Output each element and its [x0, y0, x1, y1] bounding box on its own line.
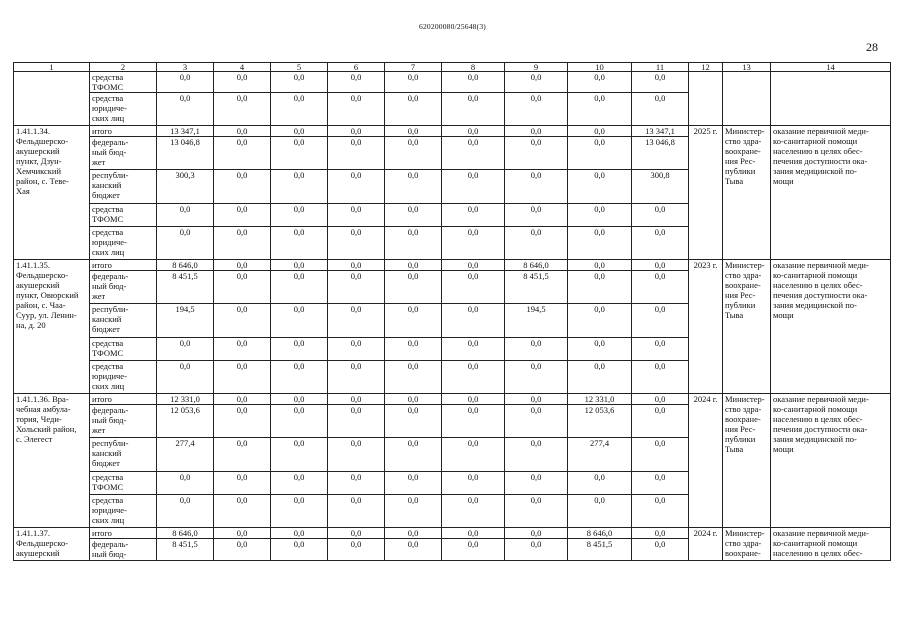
amount-cell: 0,0 [442, 137, 505, 170]
column-number: 14 [771, 63, 891, 72]
amount-cell: 0,0 [328, 227, 385, 260]
amount-cell: 0,0 [632, 361, 689, 394]
amount-cell: 0,0 [632, 227, 689, 260]
page-number: 28 [866, 40, 878, 54]
amount-cell: 0,0 [568, 472, 632, 495]
column-number: 9 [505, 63, 568, 72]
amount-cell: 0,0 [385, 405, 442, 438]
amount-cell: 0,0 [271, 338, 328, 361]
amount-cell: 0,0 [271, 361, 328, 394]
amount-cell: 8 646,0 [157, 260, 214, 271]
amount-cell: 0,0 [271, 495, 328, 528]
amount-cell: 0,0 [385, 338, 442, 361]
funding-source: федераль- ный бюд- жет [90, 137, 157, 170]
amount-cell: 0,0 [632, 304, 689, 338]
amount-cell: 0,0 [385, 438, 442, 472]
funding-source: республи- канский бюджет [90, 170, 157, 204]
amount-cell: 0,0 [328, 260, 385, 271]
amount-cell: 0,0 [271, 472, 328, 495]
amount-cell: 0,0 [157, 204, 214, 227]
amount-cell: 0,0 [271, 204, 328, 227]
amount-cell: 0,0 [632, 72, 689, 93]
amount-cell: 0,0 [214, 338, 271, 361]
amount-cell: 0,0 [568, 72, 632, 93]
executor: Министер- ство здра- воохране- ния Рес- публики Тыва [723, 126, 771, 260]
completion-year: 2025 г. [689, 126, 723, 260]
funding-source: средства ТФОМС [90, 204, 157, 227]
table-row [14, 394, 891, 405]
amount-cell: 0,0 [385, 528, 442, 539]
amount-cell: 0,0 [328, 361, 385, 394]
amount-cell: 0,0 [632, 338, 689, 361]
amount-cell: 0,0 [271, 304, 328, 338]
amount-cell: 0,0 [271, 539, 328, 561]
amount-cell: 0,0 [214, 271, 271, 304]
amount-cell: 0,0 [214, 361, 271, 394]
table-row [14, 528, 891, 539]
amount-cell: 300,3 [157, 170, 214, 204]
executor: Министер- ство здра- воохране- ния Рес- публики Тыва [723, 394, 771, 528]
amount-cell: 12 053,6 [568, 405, 632, 438]
amount-cell: 0,0 [271, 260, 328, 271]
amount-cell: 0,0 [505, 170, 568, 204]
table-row [14, 126, 891, 137]
amount-cell: 0,0 [214, 528, 271, 539]
amount-cell: 0,0 [442, 93, 505, 126]
amount-cell: 0,0 [632, 539, 689, 561]
funding-source: итого [90, 126, 157, 137]
funding-source: средства юридиче- ских лиц [90, 361, 157, 394]
executor: Министер- ство здра- воохране- [723, 528, 771, 561]
amount-cell: 0,0 [442, 528, 505, 539]
funding-source: средства ТФОМС [90, 472, 157, 495]
amount-cell: 0,0 [505, 338, 568, 361]
amount-cell: 0,0 [442, 438, 505, 472]
amount-cell: 300,8 [632, 170, 689, 204]
amount-cell: 0,0 [214, 260, 271, 271]
amount-cell: 0,0 [568, 126, 632, 137]
amount-cell: 8 451,5 [157, 271, 214, 304]
amount-cell: 0,0 [632, 495, 689, 528]
amount-cell: 0,0 [157, 472, 214, 495]
column-number: 11 [632, 63, 689, 72]
amount-cell: 8 646,0 [505, 260, 568, 271]
amount-cell: 0,0 [385, 539, 442, 561]
document-id: 620200080/25648(3) [419, 22, 486, 31]
amount-cell: 0,0 [632, 472, 689, 495]
amount-cell: 0,0 [442, 170, 505, 204]
amount-cell: 0,0 [328, 93, 385, 126]
amount-cell: 0,0 [442, 126, 505, 137]
column-number: 7 [385, 63, 442, 72]
amount-cell: 0,0 [271, 394, 328, 405]
funding-source: средства ТФОМС [90, 338, 157, 361]
column-number: 3 [157, 63, 214, 72]
amount-cell: 0,0 [214, 227, 271, 260]
amount-cell: 13 347,1 [632, 126, 689, 137]
completion-year: 2023 г. [689, 260, 723, 394]
amount-cell: 0,0 [568, 170, 632, 204]
amount-cell: 0,0 [385, 93, 442, 126]
amount-cell: 0,0 [442, 405, 505, 438]
continued-executor-cell [723, 72, 771, 126]
amount-cell: 0,0 [157, 361, 214, 394]
amount-cell: 0,0 [385, 495, 442, 528]
amount-cell: 0,0 [214, 72, 271, 93]
completion-year: 2024 г. [689, 394, 723, 528]
amount-cell: 0,0 [568, 260, 632, 271]
expected-result: оказание первичной меди- ко-санитарной помощи населению в целях обес- печения доступности ока- зания медицинской по- мощи [771, 394, 891, 528]
funding-source: средства юридиче- ских лиц [90, 227, 157, 260]
funding-source: итого [90, 528, 157, 539]
amount-cell: 0,0 [214, 204, 271, 227]
column-number: 5 [271, 63, 328, 72]
continued-result-cell [771, 72, 891, 126]
amount-cell: 0,0 [157, 93, 214, 126]
amount-cell: 12 331,0 [157, 394, 214, 405]
amount-cell: 0,0 [505, 72, 568, 93]
amount-cell: 0,0 [442, 72, 505, 93]
amount-cell: 0,0 [505, 137, 568, 170]
amount-cell: 0,0 [214, 472, 271, 495]
amount-cell: 0,0 [385, 204, 442, 227]
amount-cell: 277,4 [157, 438, 214, 472]
amount-cell: 0,0 [442, 539, 505, 561]
amount-cell: 0,0 [632, 394, 689, 405]
amount-cell: 0,0 [328, 472, 385, 495]
amount-cell: 0,0 [505, 126, 568, 137]
amount-cell: 0,0 [505, 227, 568, 260]
amount-cell: 13 347,1 [157, 126, 214, 137]
funding-source: средства ТФОМС [90, 72, 157, 93]
amount-cell: 8 451,5 [505, 271, 568, 304]
amount-cell: 0,0 [568, 495, 632, 528]
amount-cell: 0,0 [505, 93, 568, 126]
amount-cell: 0,0 [505, 204, 568, 227]
amount-cell: 0,0 [214, 137, 271, 170]
amount-cell: 0,0 [568, 93, 632, 126]
amount-cell: 0,0 [505, 528, 568, 539]
amount-cell: 0,0 [157, 227, 214, 260]
table-row [14, 260, 891, 271]
amount-cell: 0,0 [271, 271, 328, 304]
amount-cell: 0,0 [385, 72, 442, 93]
amount-cell: 0,0 [328, 528, 385, 539]
amount-cell: 0,0 [632, 528, 689, 539]
funding-source: республи- канский бюджет [90, 438, 157, 472]
amount-cell: 0,0 [632, 260, 689, 271]
amount-cell: 0,0 [328, 170, 385, 204]
amount-cell: 0,0 [505, 472, 568, 495]
amount-cell: 0,0 [442, 472, 505, 495]
amount-cell: 0,0 [328, 405, 385, 438]
amount-cell: 0,0 [214, 304, 271, 338]
amount-cell: 0,0 [385, 227, 442, 260]
amount-cell: 0,0 [271, 93, 328, 126]
amount-cell: 277,4 [568, 438, 632, 472]
amount-cell: 0,0 [271, 137, 328, 170]
amount-cell: 0,0 [505, 394, 568, 405]
amount-cell: 8 451,5 [568, 539, 632, 561]
amount-cell: 0,0 [271, 405, 328, 438]
amount-cell: 0,0 [568, 338, 632, 361]
amount-cell: 0,0 [442, 338, 505, 361]
amount-cell: 0,0 [328, 137, 385, 170]
funding-source: федераль- ный бюд- [90, 539, 157, 561]
column-number: 1 [14, 63, 90, 72]
funding-source: итого [90, 394, 157, 405]
amount-cell: 0,0 [214, 539, 271, 561]
amount-cell: 8 646,0 [157, 528, 214, 539]
financing-table [13, 62, 891, 561]
amount-cell: 0,0 [271, 72, 328, 93]
continued-year-cell [689, 72, 723, 126]
continued-name-cell [14, 72, 90, 126]
column-number: 10 [568, 63, 632, 72]
object-name: 1.41.1.35. Фельдшерско- акушерский пункт, Овюрский район, с. Чаа- Суур, ул. Ленин- на, д. 20 [14, 260, 90, 394]
completion-year: 2024 г. [689, 528, 723, 561]
amount-cell: 0,0 [385, 271, 442, 304]
amount-cell: 0,0 [568, 204, 632, 227]
amount-cell: 0,0 [214, 93, 271, 126]
amount-cell: 0,0 [157, 338, 214, 361]
amount-cell: 0,0 [271, 528, 328, 539]
amount-cell: 194,5 [157, 304, 214, 338]
amount-cell: 0,0 [328, 126, 385, 137]
amount-cell: 0,0 [328, 438, 385, 472]
amount-cell: 0,0 [385, 260, 442, 271]
amount-cell: 0,0 [328, 304, 385, 338]
amount-cell: 8 646,0 [568, 528, 632, 539]
column-number: 12 [689, 63, 723, 72]
amount-cell: 0,0 [214, 170, 271, 204]
amount-cell: 0,0 [385, 126, 442, 137]
column-number: 13 [723, 63, 771, 72]
amount-cell: 0,0 [505, 539, 568, 561]
amount-cell: 0,0 [385, 170, 442, 204]
amount-cell: 0,0 [214, 126, 271, 137]
amount-cell: 0,0 [328, 338, 385, 361]
amount-cell: 0,0 [328, 204, 385, 227]
amount-cell: 0,0 [442, 304, 505, 338]
amount-cell: 0,0 [632, 271, 689, 304]
expected-result: оказание первичной меди- ко-санитарной помощи населению в целях обес- печения доступности ока- зания медицинской по- мощи [771, 126, 891, 260]
amount-cell: 13 046,8 [632, 137, 689, 170]
amount-cell: 0,0 [328, 271, 385, 304]
amount-cell: 0,0 [157, 495, 214, 528]
amount-cell: 0,0 [385, 361, 442, 394]
amount-cell: 0,0 [632, 93, 689, 126]
amount-cell: 0,0 [442, 260, 505, 271]
column-number: 8 [442, 63, 505, 72]
amount-cell: 0,0 [505, 438, 568, 472]
amount-cell: 0,0 [214, 495, 271, 528]
funding-source: средства юридиче- ских лиц [90, 495, 157, 528]
amount-cell: 0,0 [632, 438, 689, 472]
amount-cell: 0,0 [568, 361, 632, 394]
amount-cell: 0,0 [328, 539, 385, 561]
funding-source: республи- канский бюджет [90, 304, 157, 338]
amount-cell: 0,0 [385, 137, 442, 170]
amount-cell: 0,0 [214, 405, 271, 438]
amount-cell: 0,0 [442, 394, 505, 405]
amount-cell: 0,0 [442, 204, 505, 227]
table-row [14, 72, 891, 93]
expected-result: оказание первичной меди- ко-санитарной помощи населению в целях обес- [771, 528, 891, 561]
funding-source: средства юридиче- ских лиц [90, 93, 157, 126]
object-name: 1.41.1.34. Фельдшерско- акушерский пункт, Дзун- Хемчикский район, с. Теве- Хая [14, 126, 90, 260]
amount-cell: 194,5 [505, 304, 568, 338]
amount-cell: 0,0 [632, 405, 689, 438]
amount-cell: 0,0 [385, 394, 442, 405]
amount-cell: 0,0 [442, 227, 505, 260]
amount-cell: 8 451,5 [157, 539, 214, 561]
object-name: 1.41.1.37. Фельдшерско- акушерский [14, 528, 90, 561]
amount-cell: 0,0 [385, 472, 442, 495]
amount-cell: 0,0 [157, 72, 214, 93]
amount-cell: 0,0 [442, 495, 505, 528]
amount-cell: 0,0 [214, 394, 271, 405]
column-number-row [14, 63, 891, 72]
funding-source: итого [90, 260, 157, 271]
amount-cell: 12 331,0 [568, 394, 632, 405]
amount-cell: 0,0 [271, 438, 328, 472]
amount-cell: 0,0 [385, 304, 442, 338]
amount-cell: 0,0 [505, 361, 568, 394]
executor: Министер- ство здра- воохране- ния Рес- публики Тыва [723, 260, 771, 394]
amount-cell: 0,0 [271, 126, 328, 137]
amount-cell: 13 046,8 [157, 137, 214, 170]
amount-cell: 0,0 [568, 304, 632, 338]
amount-cell: 0,0 [271, 227, 328, 260]
amount-cell: 0,0 [568, 271, 632, 304]
amount-cell: 0,0 [328, 72, 385, 93]
amount-cell: 0,0 [271, 170, 328, 204]
amount-cell: 0,0 [568, 227, 632, 260]
amount-cell: 0,0 [442, 271, 505, 304]
amount-cell: 0,0 [505, 405, 568, 438]
amount-cell: 0,0 [505, 495, 568, 528]
amount-cell: 0,0 [568, 137, 632, 170]
amount-cell: 0,0 [328, 394, 385, 405]
object-name: 1.41.1.36. Вра- чебная амбула- тория, Чеди- Хольский район, с. Элегест [14, 394, 90, 528]
amount-cell: 12 053,6 [157, 405, 214, 438]
column-number: 4 [214, 63, 271, 72]
amount-cell: 0,0 [328, 495, 385, 528]
funding-source: федераль- ный бюд- жет [90, 271, 157, 304]
amount-cell: 0,0 [214, 438, 271, 472]
amount-cell: 0,0 [632, 204, 689, 227]
expected-result: оказание первичной меди- ко-санитарной помощи населению в целях обес- печения доступности ока- зания медицинской по- мощи [771, 260, 891, 394]
column-number: 2 [90, 63, 157, 72]
amount-cell: 0,0 [442, 361, 505, 394]
funding-source: федераль- ный бюд- жет [90, 405, 157, 438]
column-number: 6 [328, 63, 385, 72]
